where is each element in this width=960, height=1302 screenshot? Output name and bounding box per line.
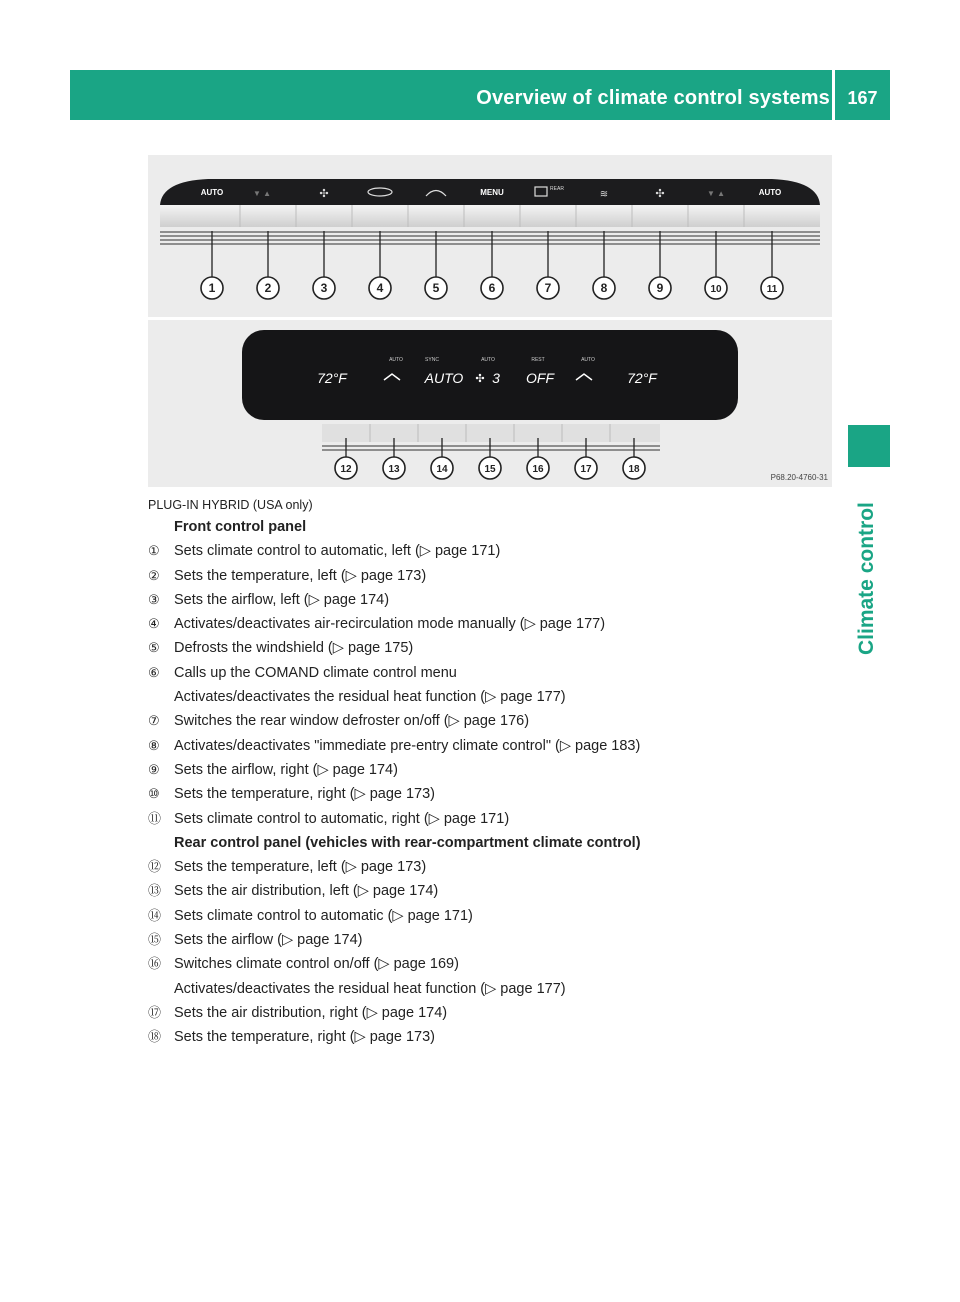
legend-item xyxy=(148,807,798,831)
legend-item-text: Sets the airflow, left (▷ page 174) xyxy=(174,591,390,608)
legend-item-number: ⑬ xyxy=(148,883,162,899)
callout-number: 9 xyxy=(656,281,664,295)
legend-item-text: Sets the temperature, right (▷ page 173) xyxy=(174,786,436,803)
legend-item-text: Sets the airflow (▷ page 174) xyxy=(174,932,363,949)
legend-item xyxy=(148,612,798,636)
rear-small-label-1: AUTO xyxy=(389,357,403,363)
callout-number: 7 xyxy=(544,281,552,295)
rear-panel-photo xyxy=(148,320,832,487)
legend-item xyxy=(148,1001,798,1025)
preentry-climate-icon: ≋ xyxy=(599,189,609,200)
legend-item-number: ⑮ xyxy=(148,932,162,948)
rear-left-temp: 72°F xyxy=(317,370,347,386)
fan-right-icon: ✣ xyxy=(655,188,665,200)
legend-item-number: ④ xyxy=(148,616,160,632)
callout-number: 12 xyxy=(340,464,352,475)
legend-item-text: Activates/deactivates air-recirculation mode manually (▷ page 177) xyxy=(174,616,606,633)
legend-item-text: Sets the air distribution, right (▷ page 174) xyxy=(174,1004,448,1021)
front-auto-left-label: AUTO xyxy=(200,188,224,197)
section-marker xyxy=(848,425,890,467)
callout-number: 5 xyxy=(432,281,440,295)
callout-number: 13 xyxy=(388,464,400,475)
callout-number: 1 xyxy=(208,281,216,295)
rear-small-label-5: AUTO xyxy=(581,357,595,363)
callout-number: 14 xyxy=(436,464,448,475)
page-title: Overview of climate control systems xyxy=(476,87,830,109)
rear-auto-display: AUTO xyxy=(424,370,464,386)
legend-item xyxy=(148,1025,798,1049)
legend-item-number: ⑩ xyxy=(148,786,160,802)
front-button-strip xyxy=(160,205,820,227)
rear-callouts xyxy=(335,438,645,479)
legend-item-text: Defrosts the windshield (▷ page 175) xyxy=(174,640,414,657)
front-panel-illustration xyxy=(148,155,832,317)
legend-item-text: Sets climate control to automatic (▷ page 171) xyxy=(174,907,473,924)
legend-item xyxy=(148,539,798,563)
legend-item xyxy=(148,782,798,806)
legend-item-number: ⑤ xyxy=(148,640,160,656)
callout-number: 10 xyxy=(710,284,722,295)
legend-item-text: Activates/deactivates the residual heat function (▷ page 177) xyxy=(174,980,566,997)
legend-item xyxy=(148,855,798,879)
legend-item-text: Sets climate control to automatic, right (▷ page 171) xyxy=(174,810,510,827)
legend-item-text: Sets the temperature, left (▷ page 173) xyxy=(174,567,427,584)
legend-item xyxy=(148,904,798,928)
legend-item-number: ③ xyxy=(148,591,160,607)
legend-item xyxy=(148,588,798,612)
rear-fan-icon: ✣ xyxy=(475,373,485,385)
legend-item xyxy=(148,564,798,588)
legend-item xyxy=(148,709,798,733)
legend-item-number: ① xyxy=(148,543,160,559)
legend-item-text: Calls up the COMAND climate control menu xyxy=(174,664,457,681)
legend-item xyxy=(148,661,798,685)
legend-item-number: ⑧ xyxy=(148,737,160,753)
legend-item-number: ⑭ xyxy=(148,907,162,923)
legend-item-number: ② xyxy=(148,567,160,583)
legend-item-number: ⑯ xyxy=(148,956,162,972)
page-number: 167 xyxy=(847,88,878,108)
legend-item-number: ⑰ xyxy=(148,1004,162,1020)
legend-item-number: ⑪ xyxy=(148,810,162,826)
front-callouts xyxy=(201,231,783,299)
callout-number: 15 xyxy=(484,464,496,475)
fan-left-icon: ✣ xyxy=(319,188,329,200)
figure-reference-code: P68.20-4760-31 xyxy=(770,473,828,482)
legend-item-text: Sets the airflow, right (▷ page 174) xyxy=(174,761,398,778)
legend-item-text: Activates/deactivates "immediate pre-entry climate control" (▷ page 183) xyxy=(174,737,641,754)
rear-small-label-3: AUTO xyxy=(481,357,495,363)
temp-left-arrows-icon: ▼ ▲ xyxy=(252,189,272,198)
callout-number: 2 xyxy=(264,281,272,295)
rear-panel-illustration xyxy=(148,320,832,487)
front-rear-label: REAR xyxy=(550,186,564,192)
legend-item xyxy=(148,879,798,903)
callout-number: 17 xyxy=(580,464,592,475)
legend-item-number: ⑱ xyxy=(148,1029,162,1045)
legend-item-text: Switches climate control on/off (▷ page 169) xyxy=(174,956,459,973)
legend-item-number: ⑨ xyxy=(148,761,160,777)
rear-right-temp: 72°F xyxy=(627,370,657,386)
legend-item xyxy=(148,734,798,758)
legend-item-text: Sets the temperature, right (▷ page 173) xyxy=(174,1029,436,1046)
callout-number: 3 xyxy=(320,281,328,295)
front-auto-right-label: AUTO xyxy=(758,188,782,197)
legend-item-text: Sets the air distribution, left (▷ page 174) xyxy=(174,883,439,900)
section-heading: Rear control panel (vehicles with rear-compartment climate control) xyxy=(174,834,641,851)
legend-item xyxy=(148,636,798,660)
legend-item-text: Switches the rear window defroster on/off (▷ page 176) xyxy=(174,713,530,730)
legend-item-number: ⑥ xyxy=(148,664,160,680)
front-vent-grille xyxy=(160,231,820,245)
callout-number: 18 xyxy=(628,464,640,475)
legend-item-number: ⑦ xyxy=(148,713,160,729)
callout-number: 6 xyxy=(488,281,496,295)
legend-item-continuation xyxy=(148,685,798,709)
callout-number: 4 xyxy=(376,281,384,295)
legend-item xyxy=(148,758,798,782)
rear-fan-level: 3 xyxy=(492,370,500,386)
callout-number: 8 xyxy=(600,281,608,295)
rear-button-strip xyxy=(322,424,660,442)
section-heading: Front control panel xyxy=(174,519,307,535)
front-panel-photo xyxy=(148,155,832,317)
temp-right-arrows-icon: ▼ ▲ xyxy=(706,189,726,198)
instructions-text xyxy=(148,496,798,1050)
rear-small-label-2: SYNC xyxy=(425,357,439,363)
legend-sections xyxy=(148,515,798,1050)
callout-number: 16 xyxy=(532,464,544,475)
legend-item xyxy=(148,928,798,952)
legend-item-text: Activates/deactivates the residual heat function (▷ page 177) xyxy=(174,689,566,706)
figure-caption: PLUG-IN HYBRID (USA only) xyxy=(148,498,313,512)
rear-small-label-4: REST xyxy=(531,357,545,363)
legend-item-continuation xyxy=(148,977,798,1001)
rear-off-display: OFF xyxy=(526,370,554,386)
side-tab-label: Climate control xyxy=(855,502,878,655)
rear-vent-grille xyxy=(322,445,660,451)
front-menu-label: MENU xyxy=(480,188,504,197)
legend-item-number: ⑫ xyxy=(148,859,162,875)
callout-number: 11 xyxy=(766,284,778,295)
legend-item-text: Sets climate control to automatic, left (▷ page 171) xyxy=(174,543,501,560)
legend-item-text: Sets the temperature, left (▷ page 173) xyxy=(174,859,427,876)
legend-item xyxy=(148,952,798,976)
climate-control-figure xyxy=(148,155,832,487)
